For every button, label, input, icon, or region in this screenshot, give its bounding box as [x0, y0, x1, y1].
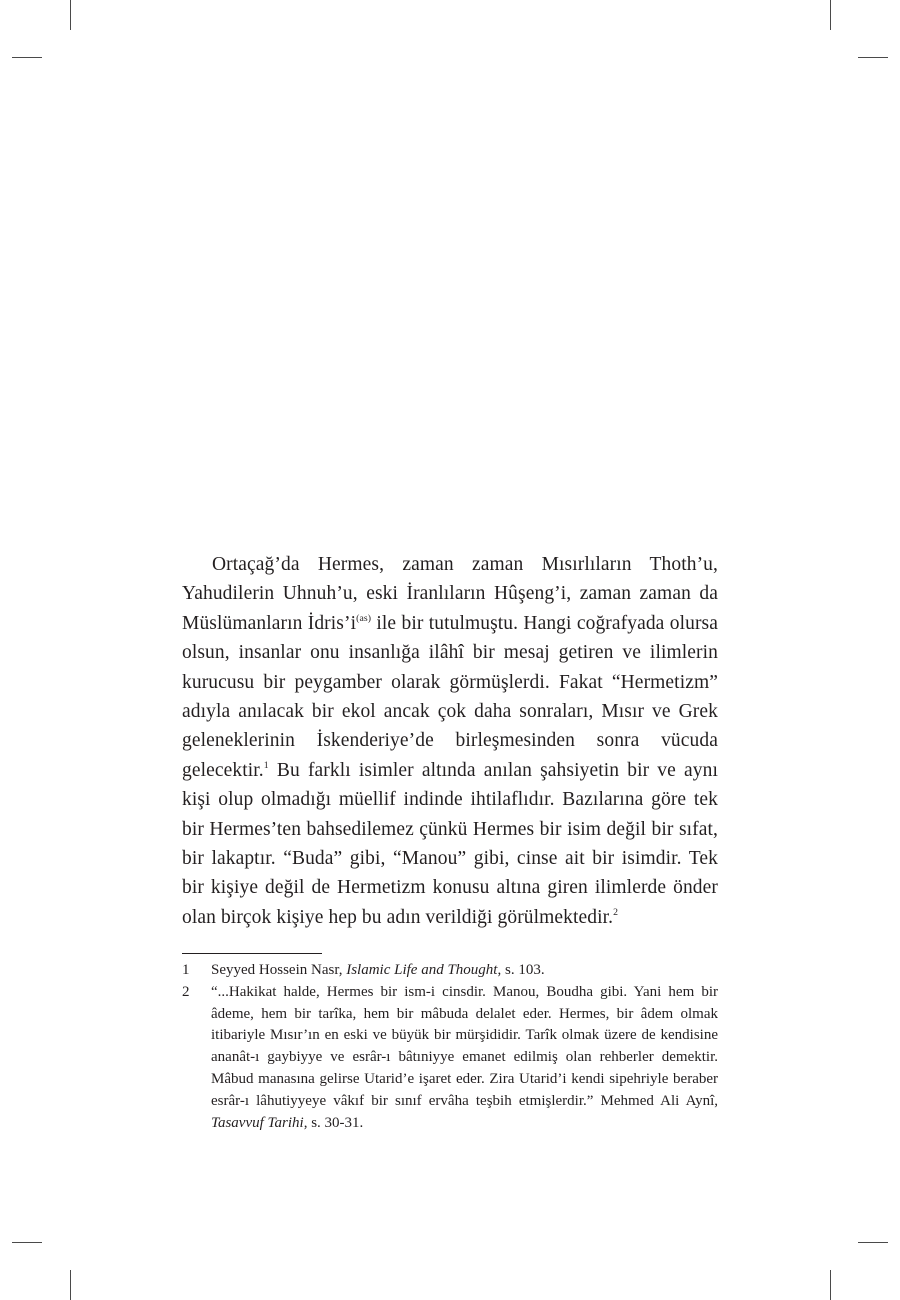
footnote-number: 1: [182, 962, 190, 978]
crop-mark-top-left: [70, 0, 71, 30]
body-text-part-1: Ortaçağ’da Hermes, zaman zaman Mısırlıların Thoth’u, Yahudilerin Uhnuh’u, eski İranlıların Hûşeng’i, zaman zaman da Müslümanların İdris’i: [182, 554, 718, 634]
body-text-part-3: Bu farklı isimler altında anılan şahsiyetin bir ve aynı kişi olup olmadığı müellif indinde ihtilaflıdır. Bazılarına göre tek bir Hermes’ten bahsedilemez çünkü Hermes bir isim değil bir sıfat, bir lakaptır. “Buda” gibi, “Manou” gibi, cinse ait bir isimdir. Tek bir kişiye değil de Hermetizm konusu altına giren ilimlerde önder olan birçok kişiye hep bu adın verildiği görülmektedir.: [182, 759, 718, 928]
footnote-text-pre: “...Hakikat halde, Hermes bir ism-i cinsdir. Manou, Boudha gibi. Yani hem bir âdeme, hem bir tarîka, hem bir mâbuda delalet eder. Hermes, bir âdem olmak itibariyle Mısır’ın en eski ve büyük bir mürşididir. Tarîk olmak üzere de kendisine ananât-ı gaybiyye ve esrâr-ı bâtıniyye emanet edilmiş olan rehberler demektir. Mâbud manasına gelirse Utarid’e işaret eder. Zira Utarid’i kendi sipehriyle beraber esrâr-ı lâhutiyyeye vâkıf bir sınıf ervâha teşbih etmişlerdir.” Mehmed Ali Aynî,: [211, 983, 718, 1109]
footnote-text: [211, 982, 718, 1135]
crop-mark-bottom-right-side: [858, 1242, 888, 1243]
crop-mark-bottom-left: [70, 1270, 71, 1300]
crop-mark-bottom-right: [830, 1270, 831, 1300]
honorific-superscript: (as): [356, 613, 372, 625]
footnote-separator: [182, 953, 322, 954]
body-paragraph: [182, 550, 718, 932]
crop-mark-top-left-side: [12, 57, 42, 58]
footnote-ref-1: 1: [263, 760, 269, 772]
footnote-2: [182, 982, 718, 1135]
body-text-part-2: ile bir tutulmuştu. Hangi coğrafyada olursa olsun, insanlar onu insanlığa ilâhî bir mesaj getiren ve ilimlerin kurucusu bir peygamber olarak görmüşlerdi. Fakat “Hermetizm” adıyla anılacak bir ekol ancak çok daha sonraları, Mısır ve Grek geleneklerinin İskenderiye’de birleşmesinden sonra vücuda gelecektir.: [182, 612, 718, 781]
footnote-number: 2: [182, 983, 190, 1000]
footnote-ref-2: 2: [613, 907, 619, 919]
crop-mark-top-right: [830, 0, 831, 30]
footnote-text-post: , s. 30-31.: [303, 1114, 364, 1131]
footnote-book-title: Tasavvuf Tarihi: [211, 1114, 304, 1131]
crop-mark-top-right-side: [858, 57, 888, 58]
footnote-text-post: , s. 103.: [497, 962, 545, 978]
footnote-text-pre: Seyyed Hossein Nasr,: [211, 962, 347, 978]
footnote-book-title: Islamic Life and Thought: [346, 962, 498, 978]
footnotes-list: [182, 960, 718, 1134]
footnote-1: [182, 960, 718, 982]
footnote-text: [211, 960, 718, 982]
crop-mark-bottom-left-side: [12, 1242, 42, 1243]
